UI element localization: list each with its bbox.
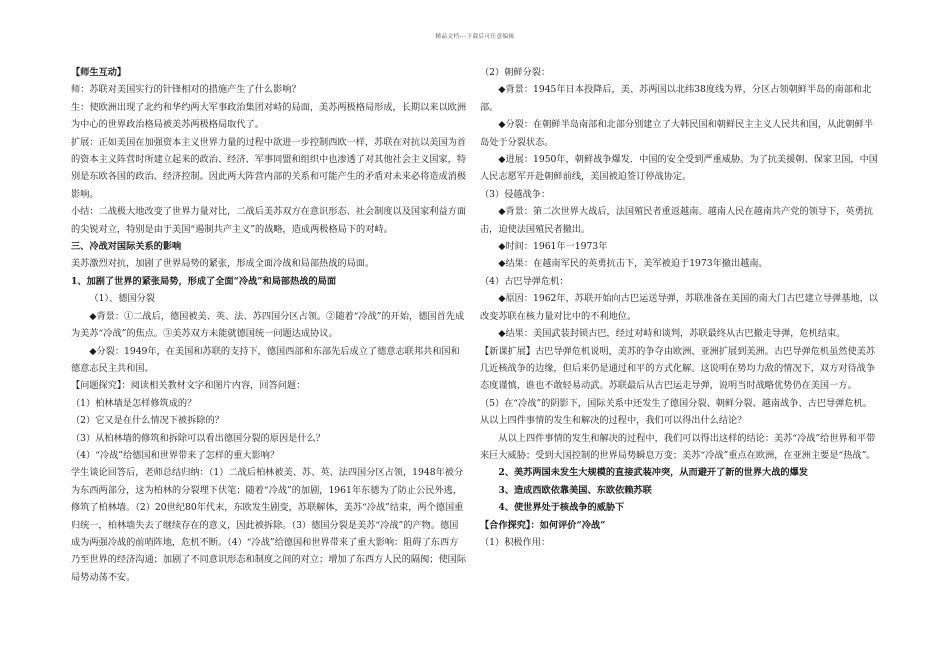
- paragraph: （4）古巴导弹危机：: [480, 275, 569, 287]
- paragraph: 扩展：正如美国在加强资本主义世界力量的过程中欲进一步控制西欧一样，苏联在对抗以美国为首的资本主义阵营时所建立起来的政治、经济、军事同盟和组织中也渗透了对其他社会主义国家，特别是东欧各国的政治、经济控制。因此两大阵营内部的关系和可能产生的矛盾对未来必将造成消极影响。: [71, 136, 467, 200]
- paragraph: 美苏激烈对抗，加剧了世界局势的紧张，形成全面冷战和局部热战的局面。: [71, 258, 375, 270]
- left-column: [71, 64, 467, 586]
- paragraph: （1）柏林墙是怎样修筑成的？: [71, 397, 197, 409]
- paragraph: 1、加剧了世界的紧张局势，形成了全面“冷战”和局部热战的局面: [71, 275, 337, 287]
- paragraph: 从以上四件事情的发生和解决的过程中，我们可以得出这样的结论：美苏“冷战”给世界和平带来巨大威胁；受到大国控制的世界局势瞬息万变；美苏“冷战”重点在欧洲，在亚洲主要是“热战”。: [480, 432, 876, 461]
- paragraph: （3）侵越战争：: [480, 188, 551, 200]
- paragraph: （2）它又是在什么情况下被拆除的？: [71, 415, 224, 427]
- paragraph: 2、美苏两国未发生大规模的直接武装冲突，从而避开了新的世界大战的爆发: [498, 467, 808, 479]
- page-header: 精品文档---下载后可任意编辑: [435, 34, 515, 40]
- paragraph: ◆背景：①二战后，德国被美、英、法、苏四国分区占领。②随着“冷战”的开始，德国首先成为美苏“冷战”的焦点。③美苏双方未能就德国统一问题达成协议。: [71, 310, 465, 340]
- paragraph: ◆背景：第二次世界大战后，法国殖民者重返越南。越南人民在越南共产党的领导下，英勇抗击，迫使法国殖民者撤出。: [480, 206, 873, 235]
- paragraph: ◆原因：1962年，苏联开始向古巴运送导弹，苏联准备在美国的南大门古巴建立导弹基地，以改变苏联在核力量对比中的不利地位。: [480, 293, 878, 322]
- paragraph: 【新课扩展】古巴导弹危机说明，美苏的争夺由欧洲、亚洲扩展到美洲。古巴导弹危机虽然使美苏几近核战争的边缘，但后来仍是通过和平的方式化解。这说明在势均力敌的情况下，双方对待战争态度谨慎，谁也不敢轻易动武。苏联最后从古巴运走导弹，说明当时战略优势仍在美国一方。: [480, 345, 876, 392]
- paragraph: 【师生互动】: [71, 67, 127, 78]
- paragraph: （3）从柏林墙的修筑和拆除可以看出德国分裂的原因是什么？: [71, 432, 325, 444]
- paragraph: ◆分裂：在朝鲜半岛南部和北部分别建立了大韩民国和朝鲜民主主义人民共和国，从此朝鲜半岛处于分裂状态。: [480, 119, 873, 148]
- paragraph: ◆背景：1945年日本投降后，美、苏两国以北纬38度线为界，分区占领朝鲜半岛的南部和北部。: [480, 84, 872, 113]
- paragraph: 三、冷战对国际关系的影响: [71, 241, 182, 253]
- paragraph: 4、使世界处于核战争的威胁下: [498, 502, 625, 514]
- paragraph: （4）“冷战”给德国和世界带来了怎样的重大影响？: [71, 449, 280, 461]
- paragraph: ◆时间：1961年一1973年: [498, 241, 608, 253]
- paragraph: （1）、德国分裂: [89, 293, 155, 305]
- paragraph: 小结：二战极大地改变了世界力量对比，二战后美苏双方在意识形态、社会制度以及国家利益方面的尖锐对立，特别是由于美国“遏制共产主义”的战略，造成两极格局下的对峙。: [71, 206, 467, 235]
- paragraph: ◆结果：在越南军民的英勇抗击下，美军被迫于1973年撤出越南。: [498, 258, 768, 270]
- paragraph: 学生谈论回答后，老师总结归纳：（1）二战后柏林被美、苏、英、法四国分区占领，1948年被分为东西两部分，这为柏林的分裂埋下伏笔；随着“冷战”的加剧，1961年东德为了防止公民外逃，修筑了柏林墙。（2）20世纪80年代末，东欧发生剧变，苏联解体，美苏“冷战”结束，两个德国重归统一，柏林墙失去了继续存在的意义，因此被拆除。（3）德国分裂是美苏“冷战”的产物。德国成为两强冷战的前哨阵地，危机不断。（4）“冷战”给德国和世界带来了重大影响：阻碍了东西方乃至世界的经济沟通；加剧了不同意识形态和制度之间的对立；增加了东西方人民的隔阂；使国际局势动荡不安。: [71, 467, 467, 583]
- paragraph: （2）朝鲜分裂：: [480, 67, 551, 78]
- paragraph: 【合作探究】：如何评价“冷战”: [480, 519, 606, 531]
- paragraph: 生：使欧洲出现了北约和华约两大军事政治集团对峙的局面，美苏两极格局形成，长期以来以欧洲为中心的世界政治格局被美苏两极格局取代了。: [71, 101, 467, 131]
- paragraph: 3、造成西欧依靠美国、东欧依赖苏联: [498, 484, 652, 496]
- paragraph: 师：苏联对美国实行的针锋相对的措施产生了什么影响？: [71, 84, 301, 96]
- right-column: [480, 64, 880, 551]
- paragraph: （1）积极作用：: [480, 536, 551, 548]
- paragraph: ◆进展：1950年，朝鲜战争爆发．中国的安全受到严重威胁。为了抗美援朝、保家卫国，中国人民志愿军开赴朝鲜前线，美国被迫签订停战协定。: [480, 154, 878, 183]
- paragraph: （5）在“冷战”的阴影下，国际关系中还发生了德国分裂、朝鲜分裂、越南战争、古巴导弹危机。从以上四件事情的发生和解决的过程中，我们可以得出什么结论？: [480, 397, 872, 427]
- paragraph: ◆分裂：1949年，在美国和苏联的支持下，德国西部和东部先后成立了德意志联邦共和国和德意志民主共和国。: [71, 345, 460, 374]
- paragraph: 【问题探究】：阅读相关教材文字和图片内容，回答问题：: [71, 380, 306, 392]
- paragraph: ◆结果：美国武装封锁古巴，经过对峙和谈判，苏联最终从古巴撤走导弹，危机结束。: [498, 328, 846, 340]
